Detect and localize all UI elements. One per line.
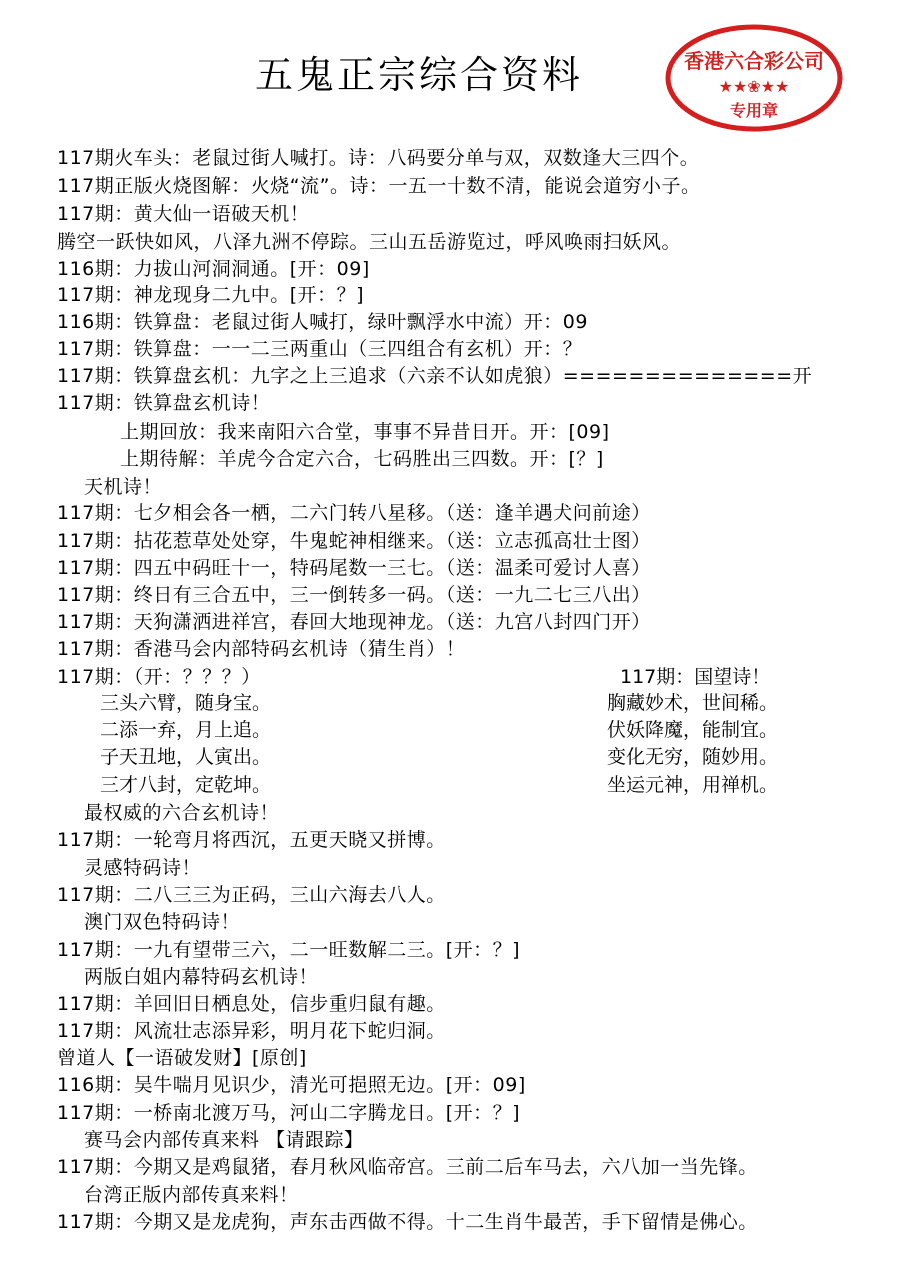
text-line: 117期：羊回旧日栖息处，信步重归鼠有趣。 xyxy=(57,993,446,1015)
text-line: 117期：黄大仙一语破天机！ xyxy=(57,203,310,225)
text-line: 上期回放：我来南阳六合堂，事事不异昔日开。开：[09] xyxy=(120,421,610,443)
section-heading: 台湾正版内部传真来料！ xyxy=(84,1184,299,1206)
text-line: 117期：铁算盘玄机：九字之上三追求（六亲不认如虎狼）==============开 xyxy=(57,365,813,387)
section-heading: 灵感特码诗！ xyxy=(84,857,202,879)
text-line: 上期待解：羊虎今合定六合，七码胜出三四数。开：[？] xyxy=(120,448,604,470)
section-heading: 澳门双色特码诗！ xyxy=(84,911,241,933)
text-line: 117期：今期又是鸡鼠猪，春月秋风临帝宫。三前二后车马去，六八加一当先锋。 xyxy=(57,1156,758,1178)
section-heading: 两版白姐内幕特码玄机诗！ xyxy=(84,966,319,988)
text-line: 117期：今期又是龙虎狗，声东击西做不得。十二生肖牛最苦，手下留情是佛心。 xyxy=(57,1211,758,1233)
text-line: 117期：香港马会内部特码玄机诗（猜生肖）！ xyxy=(57,638,466,660)
company-stamp xyxy=(665,24,843,132)
text-line: 117期：铁算盘：一一二三两重山（三四组合有玄机）开：？ xyxy=(57,338,583,360)
poem-line: 三才八封，定乾坤。 xyxy=(100,774,272,796)
poem-line: 子天丑地，人寅出。 xyxy=(100,746,272,768)
text-line: 腾空一跃快如风，八泽九洲不停踪。三山五岳游览过，呼风唤雨扫妖风。 xyxy=(57,231,682,253)
text-line: 117期：一九有望带三六，二一旺数解二三。[开：？] xyxy=(57,939,521,961)
text-line: 117期：一轮弯月将西沉，五更天晓又拼博。 xyxy=(57,829,446,851)
text-line: 116期：力拔山河洞洞通。[开：09] xyxy=(57,258,370,280)
section-heading: 最权威的六合玄机诗！ xyxy=(84,802,280,824)
stamp-top-text: 香港六合彩公司 xyxy=(684,49,824,73)
section-heading: 天机诗！ xyxy=(84,476,163,498)
svg-text:★★❀★★: ★★❀★★ xyxy=(718,77,790,96)
poem-line: 坐运元神，用禅机。 xyxy=(607,774,779,796)
text-line: 117期：四五中码旺十一，特码尾数一三七。（送：温柔可爱讨人喜） xyxy=(57,557,651,579)
section-heading: 曾道人【一语破发财】[原创] xyxy=(57,1047,307,1069)
poem-line: 变化无穷，随妙用。 xyxy=(607,746,779,768)
poem-title: 117期：国望诗！ xyxy=(620,666,771,688)
text-line: 117期正版火烧图解：火烧“流”。诗：一五一十数不清，能说会道穷小子。 xyxy=(57,175,701,197)
poem-line: 伏妖降魔，能制宜。 xyxy=(607,719,779,741)
page-title: 五鬼正宗综合资料 xyxy=(255,53,584,97)
poem-line: 二添一弃，月上追。 xyxy=(100,719,272,741)
text-line: 117期：七夕相会各一栖，二六门转八星移。（送：逢羊遇犬问前途） xyxy=(57,502,651,524)
text-line: 117期火车头：老鼠过街人喊打。诗：八码要分单与双，双数逢大三四个。 xyxy=(57,147,700,169)
section-heading: 赛马会内部传真来料 【请跟踪】 xyxy=(84,1129,364,1151)
text-line: 117期：终日有三合五中，三一倒转多一码。（送：一九二七三八出） xyxy=(57,584,651,606)
text-line: 117期：二八三三为正码，三山六海去八人。 xyxy=(57,884,446,906)
text-line: 116期：吴牛喘月见识少，清光可挹照无边。[开：09] xyxy=(57,1074,526,1096)
text-line: 117期：一桥南北渡万马，河山二字腾龙日。[开：？] xyxy=(57,1102,521,1124)
poem-line: 胸藏妙术，世间稀。 xyxy=(607,692,779,714)
text-line: 117期：铁算盘玄机诗！ xyxy=(57,392,271,414)
text-line: 117期：拈花惹草处处穿，牛鬼蛇神相继来。（送：立志孤高壮士图） xyxy=(57,530,651,552)
stamp-bottom-text: 专用章 xyxy=(729,101,779,120)
text-line: 116期：铁算盘：老鼠过街人喊打，绿叶飘浮水中流）开：09 xyxy=(57,311,588,333)
text-line: 117期：风流壮志添异彩，明月花下蛇归洞。 xyxy=(57,1020,446,1042)
text-line: 117期：（开：？？？） xyxy=(57,666,261,688)
text-line: 117期：神龙现身二九中。[开：？] xyxy=(57,284,365,306)
text-line: 117期：天狗潇洒进祥宫，春回大地现神龙。（送：九宫八封四门开） xyxy=(57,611,651,633)
poem-line: 三头六臂，随身宝。 xyxy=(100,692,272,714)
